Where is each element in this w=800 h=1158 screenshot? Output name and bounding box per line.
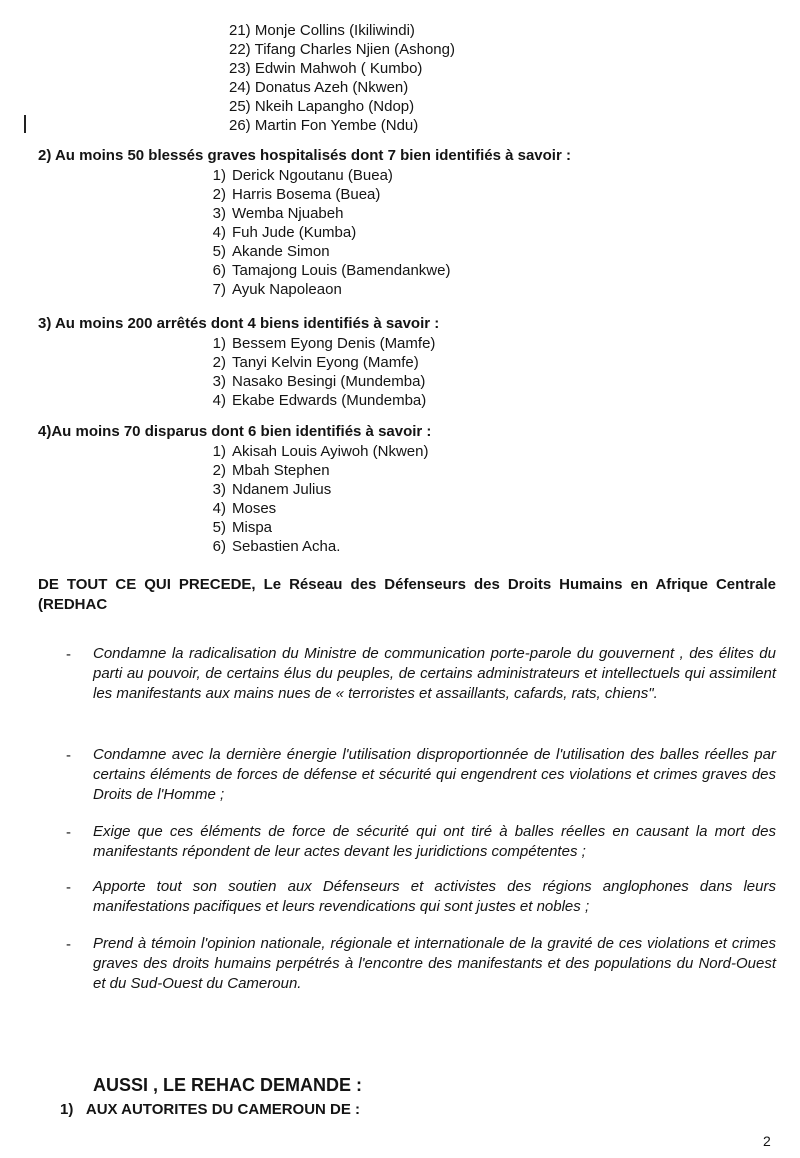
item-name: Tanyi Kelvin Eyong (Mamfe) (232, 354, 419, 371)
resolution-demand-accountability: Exige que ces éléments de force de sécurité qui ont tiré à balles réelles en causant la mort des manifestants répondent de leur actes devant les juridictions compétentes ; (93, 823, 776, 860)
item-number: 22) (229, 41, 251, 58)
item-number: 24) (229, 79, 251, 96)
list-item (229, 21, 455, 40)
item-name: Nkeih Lapangho (Ndop) (254, 98, 415, 115)
item-number: 4) (212, 392, 226, 409)
item-number: 2) (212, 462, 226, 479)
demand-item-number: 1) (60, 1101, 74, 1118)
injured-list (200, 166, 450, 299)
item-name: Akande Simon (232, 243, 330, 260)
victims-list-continued (229, 21, 455, 135)
list-item (200, 499, 428, 518)
item-number: 6) (212, 262, 226, 279)
item-name: Martin Fon Yembe (Ndu) (254, 117, 419, 134)
list-item (200, 353, 435, 372)
list-item (200, 261, 450, 280)
item-number: 1) (212, 335, 226, 352)
demand-item-text: AUX AUTORITES DU CAMEROUN DE : (85, 1101, 361, 1118)
list-item (200, 518, 428, 537)
list-item (229, 97, 455, 116)
item-number: 21) (229, 22, 251, 39)
item-number: 3) (212, 481, 226, 498)
item-name: Ndanem Julius (232, 481, 332, 498)
resolution-witness-opinion: Prend à témoin l'opinion nationale, régionale et internationale de la gravité de ces violations et crimes graves des droits humains perpétrés à l'encontre des manifestants et des populations du Nord-Ouest et du Sud-Ouest du Cameroun. (93, 935, 776, 992)
list-item (200, 204, 450, 223)
item-name: Ayuk Napoleaon (232, 281, 342, 298)
item-name: Derick Ngoutanu (Buea) (232, 167, 393, 184)
list-item (229, 59, 455, 78)
section-heading-missing: 4)Au moins 70 disparus dont 6 bien identifiés à savoir : (38, 423, 432, 440)
item-name: Tamajong Louis (Bamendankwe) (232, 262, 451, 279)
list-item (200, 480, 428, 499)
bullet-dash: - (66, 879, 71, 896)
section-heading-arrested: 3) Au moins 200 arrêtés dont 4 biens identifiés à savoir : (38, 315, 440, 332)
section-heading-injured: 2) Au moins 50 blessés graves hospitalisés dont 7 bien identifiés à savoir : (38, 147, 571, 164)
bullet-dash: - (66, 646, 71, 663)
list-item (200, 461, 428, 480)
item-name: Monje Collins (Ikiliwindi) (254, 22, 415, 39)
item-number: 1) (212, 443, 226, 460)
resolution-support-defenders: Apporte tout son soutien aux Défenseurs et activistes des régions anglophones dans leurs manifestations pacifiques et leurs revendications qui sont justes et nobles ; (93, 878, 776, 915)
item-number: 3) (212, 205, 226, 222)
item-name: Akisah Louis Ayiwoh (Nkwen) (232, 443, 429, 460)
bullet-dash: - (66, 936, 71, 953)
item-name: Fuh Jude (Kumba) (232, 224, 357, 241)
item-name: Wemba Njuabeh (232, 205, 344, 222)
item-name: Mispa (232, 519, 273, 536)
item-name: Moses (232, 500, 277, 517)
item-name: Nasako Besingi (Mundemba) (232, 373, 426, 390)
demand-title: AUSSI , LE REHAC DEMANDE : (93, 1075, 363, 1095)
item-name: Edwin Mahwoh ( Kumbo) (254, 60, 423, 77)
list-item (200, 223, 450, 242)
list-item (229, 78, 455, 97)
item-name: Ekabe Edwards (Mundemba) (232, 392, 427, 409)
item-name: Harris Bosema (Buea) (232, 186, 381, 203)
item-number: 5) (212, 519, 226, 536)
list-item (200, 442, 428, 461)
item-name: Mbah Stephen (232, 462, 330, 479)
resolution-condemn-force: Condamne avec la dernière énergie l'utilisation disproportionnée de l'utilisation des balles réelles par certains éléments de forces de défense et sécurité qui engendrent ces violations et crimes graves des Droits de l'Homme ; (93, 746, 776, 803)
list-item (200, 334, 435, 353)
item-number: 26) (229, 117, 251, 134)
item-number: 4) (212, 224, 226, 241)
text-cursor (24, 115, 26, 133)
demand-item (60, 1101, 360, 1118)
list-item (200, 185, 450, 204)
list-item (229, 116, 455, 135)
list-item (200, 372, 435, 391)
item-name: Bessem Eyong Denis (Mamfe) (232, 335, 436, 352)
item-number: 2) (212, 186, 226, 203)
item-number: 4) (212, 500, 226, 517)
page-number: 2 (763, 1133, 771, 1149)
list-item (229, 40, 455, 59)
list-item (200, 280, 450, 299)
resolution-condemn-radicalisation: Condamne la radicalisation du Ministre de communication porte-parole du gouvernent , des élites du parti au pouvoir, de certains élus du peuples, de certains administrateurs et intellectuels qui assimilent les manifestants aux mains nues de « terroristes et assaillants, cafards, rats, chiens". (93, 645, 776, 702)
item-number: 23) (229, 60, 251, 77)
item-number: 6) (212, 538, 226, 555)
item-number: 25) (229, 98, 251, 115)
list-item (200, 391, 435, 410)
bullet-dash: - (66, 747, 71, 764)
item-number: 1) (212, 167, 226, 184)
item-number: 2) (212, 354, 226, 371)
item-number: 3) (212, 373, 226, 390)
item-number: 5) (212, 243, 226, 260)
list-item (200, 242, 450, 261)
list-item (200, 537, 428, 556)
item-name: Sebastien Acha. (232, 538, 341, 555)
missing-list (200, 442, 428, 556)
item-name: Donatus Azeh (Nkwen) (254, 79, 409, 96)
list-item (200, 166, 450, 185)
arrested-list (200, 334, 435, 410)
conclusion-intro: DE TOUT CE QUI PRECEDE, Le Réseau des Défenseurs des Droits Humains en Afrique Centrale (REDHAC (38, 576, 776, 613)
item-number: 7) (212, 281, 226, 298)
bullet-dash: - (66, 824, 71, 841)
item-name: Tifang Charles Njien (Ashong) (254, 41, 455, 58)
